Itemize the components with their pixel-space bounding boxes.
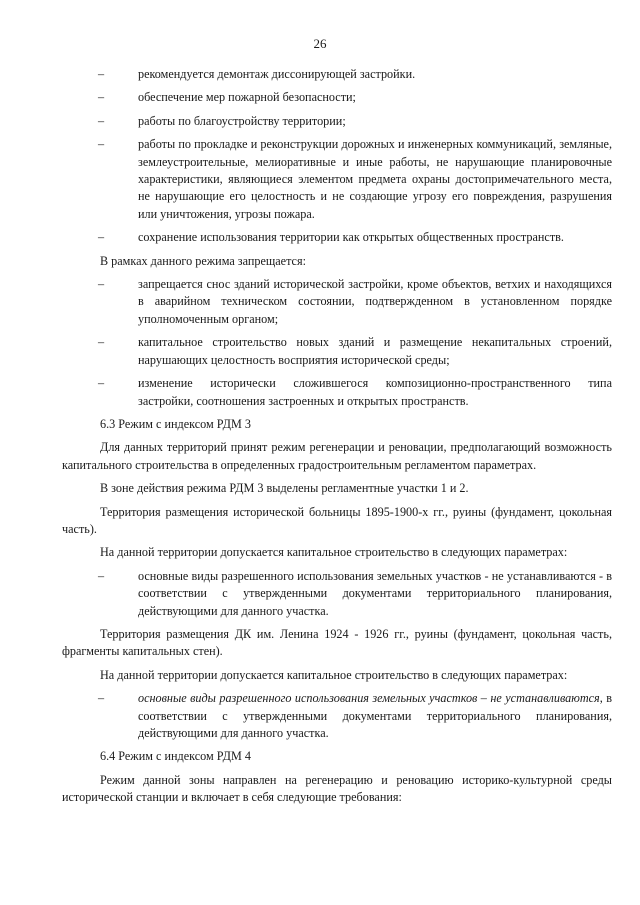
list-item: – изменение исторически сложившегося композиционно-пространственного типа застройки, соотношения застроенных и открытых пространств. [98,376,612,408]
paragraph: На данной территории допускается капитальное строительство в следующих параметрах: [100,545,568,560]
bullet-dash: – [98,230,105,245]
bullet-dash: – [98,90,105,105]
list-item: – основные виды разрешенного использования земельных участков – не устанавливаются, в соответствии с утвержденными документами территориального планирования, действующими для данного участка. [98,691,612,740]
list-item: – сохранение использования территории как открытых общественных пространств. [100,229,612,246]
bullet-dash: – [98,691,105,706]
bullet-dash: – [98,335,105,350]
paragraph: Для данных территорий принят режим регенерации и реновации, предполагающий возможность капитального строительства в определенных градостроительным регламентом параметрах. [62,440,612,472]
bullet-dash: – [98,568,105,583]
prohibited-intro: В рамках данного режима запрещается: [100,253,306,268]
paragraph: Режим данной зоны направлен на регенерацию и реновацию историко-культурной среды исторической станции и включает в себя следующие требования: [62,772,612,805]
section-heading-6-4: 6.4 Режим с индексом РДМ 4 [100,749,251,764]
bullet-dash: – [98,376,105,391]
list-item: – работы по благоустройству территории; [100,113,612,130]
italic-text: основные виды разрешенного использования земельных участков – не устанавливаются [138,691,600,706]
list-item: – рекомендуется демонтаж диссонирующей застройки. [100,66,612,83]
bullet-dash: – [98,113,105,128]
bullet-dash: – [98,67,105,81]
document-body [62,66,612,813]
bullet-dash: – [98,137,105,152]
paragraph: Территория размещения исторической больницы 1895-1900-х гг., руины (фундамент, цокольная часть). [62,504,612,536]
list-item: – капитальное строительство новых зданий и размещение некапитальных строений, нарушающих целостность восприятия исторической среды; [98,335,612,367]
list-item: – основные виды разрешенного использования земельных участков - не устанавливаются - в соответствии с утвержденными документами территориального планирования, действующими для данного участка. [98,568,612,618]
list-item: – запрещается снос зданий исторической застройки, кроме объектов, ветхих и находящихся в аварийном техническом состоянии, подтвержденном в установленном порядке уполномоченным органом; [98,277,612,326]
bullet-dash: – [98,277,105,292]
list-item: – обеспечение мер пожарной безопасности; [100,89,612,106]
page-number: 26 [313,36,327,51]
list-item: – работы по прокладке и реконструкции дорожных и инженерных коммуникаций, земляные, землеустроительные, мелиоративные и иные работы, не нарушающие планировочные характеристики, являющиеся элементом предмета охраны достопримечательного места, не нарушающие его целостность и не создающие угрозу его повреждения, разрушения или уничтожения, угрозы пожара. [98,137,612,221]
paragraph: На данной территории допускается капитальное строительство в следующих параметрах: [100,667,568,682]
paragraph: В зоне действия режима РДМ 3 выделены регламентные участки 1 и 2. [100,481,469,496]
paragraph: Территория размещения ДК им. Ленина 1924 - 1926 гг., руины (фундамент, цокольная часть, фрагменты капитальных стен). [62,626,612,659]
section-heading-6-3: 6.3 Режим с индексом РДМ 3 [100,416,251,431]
